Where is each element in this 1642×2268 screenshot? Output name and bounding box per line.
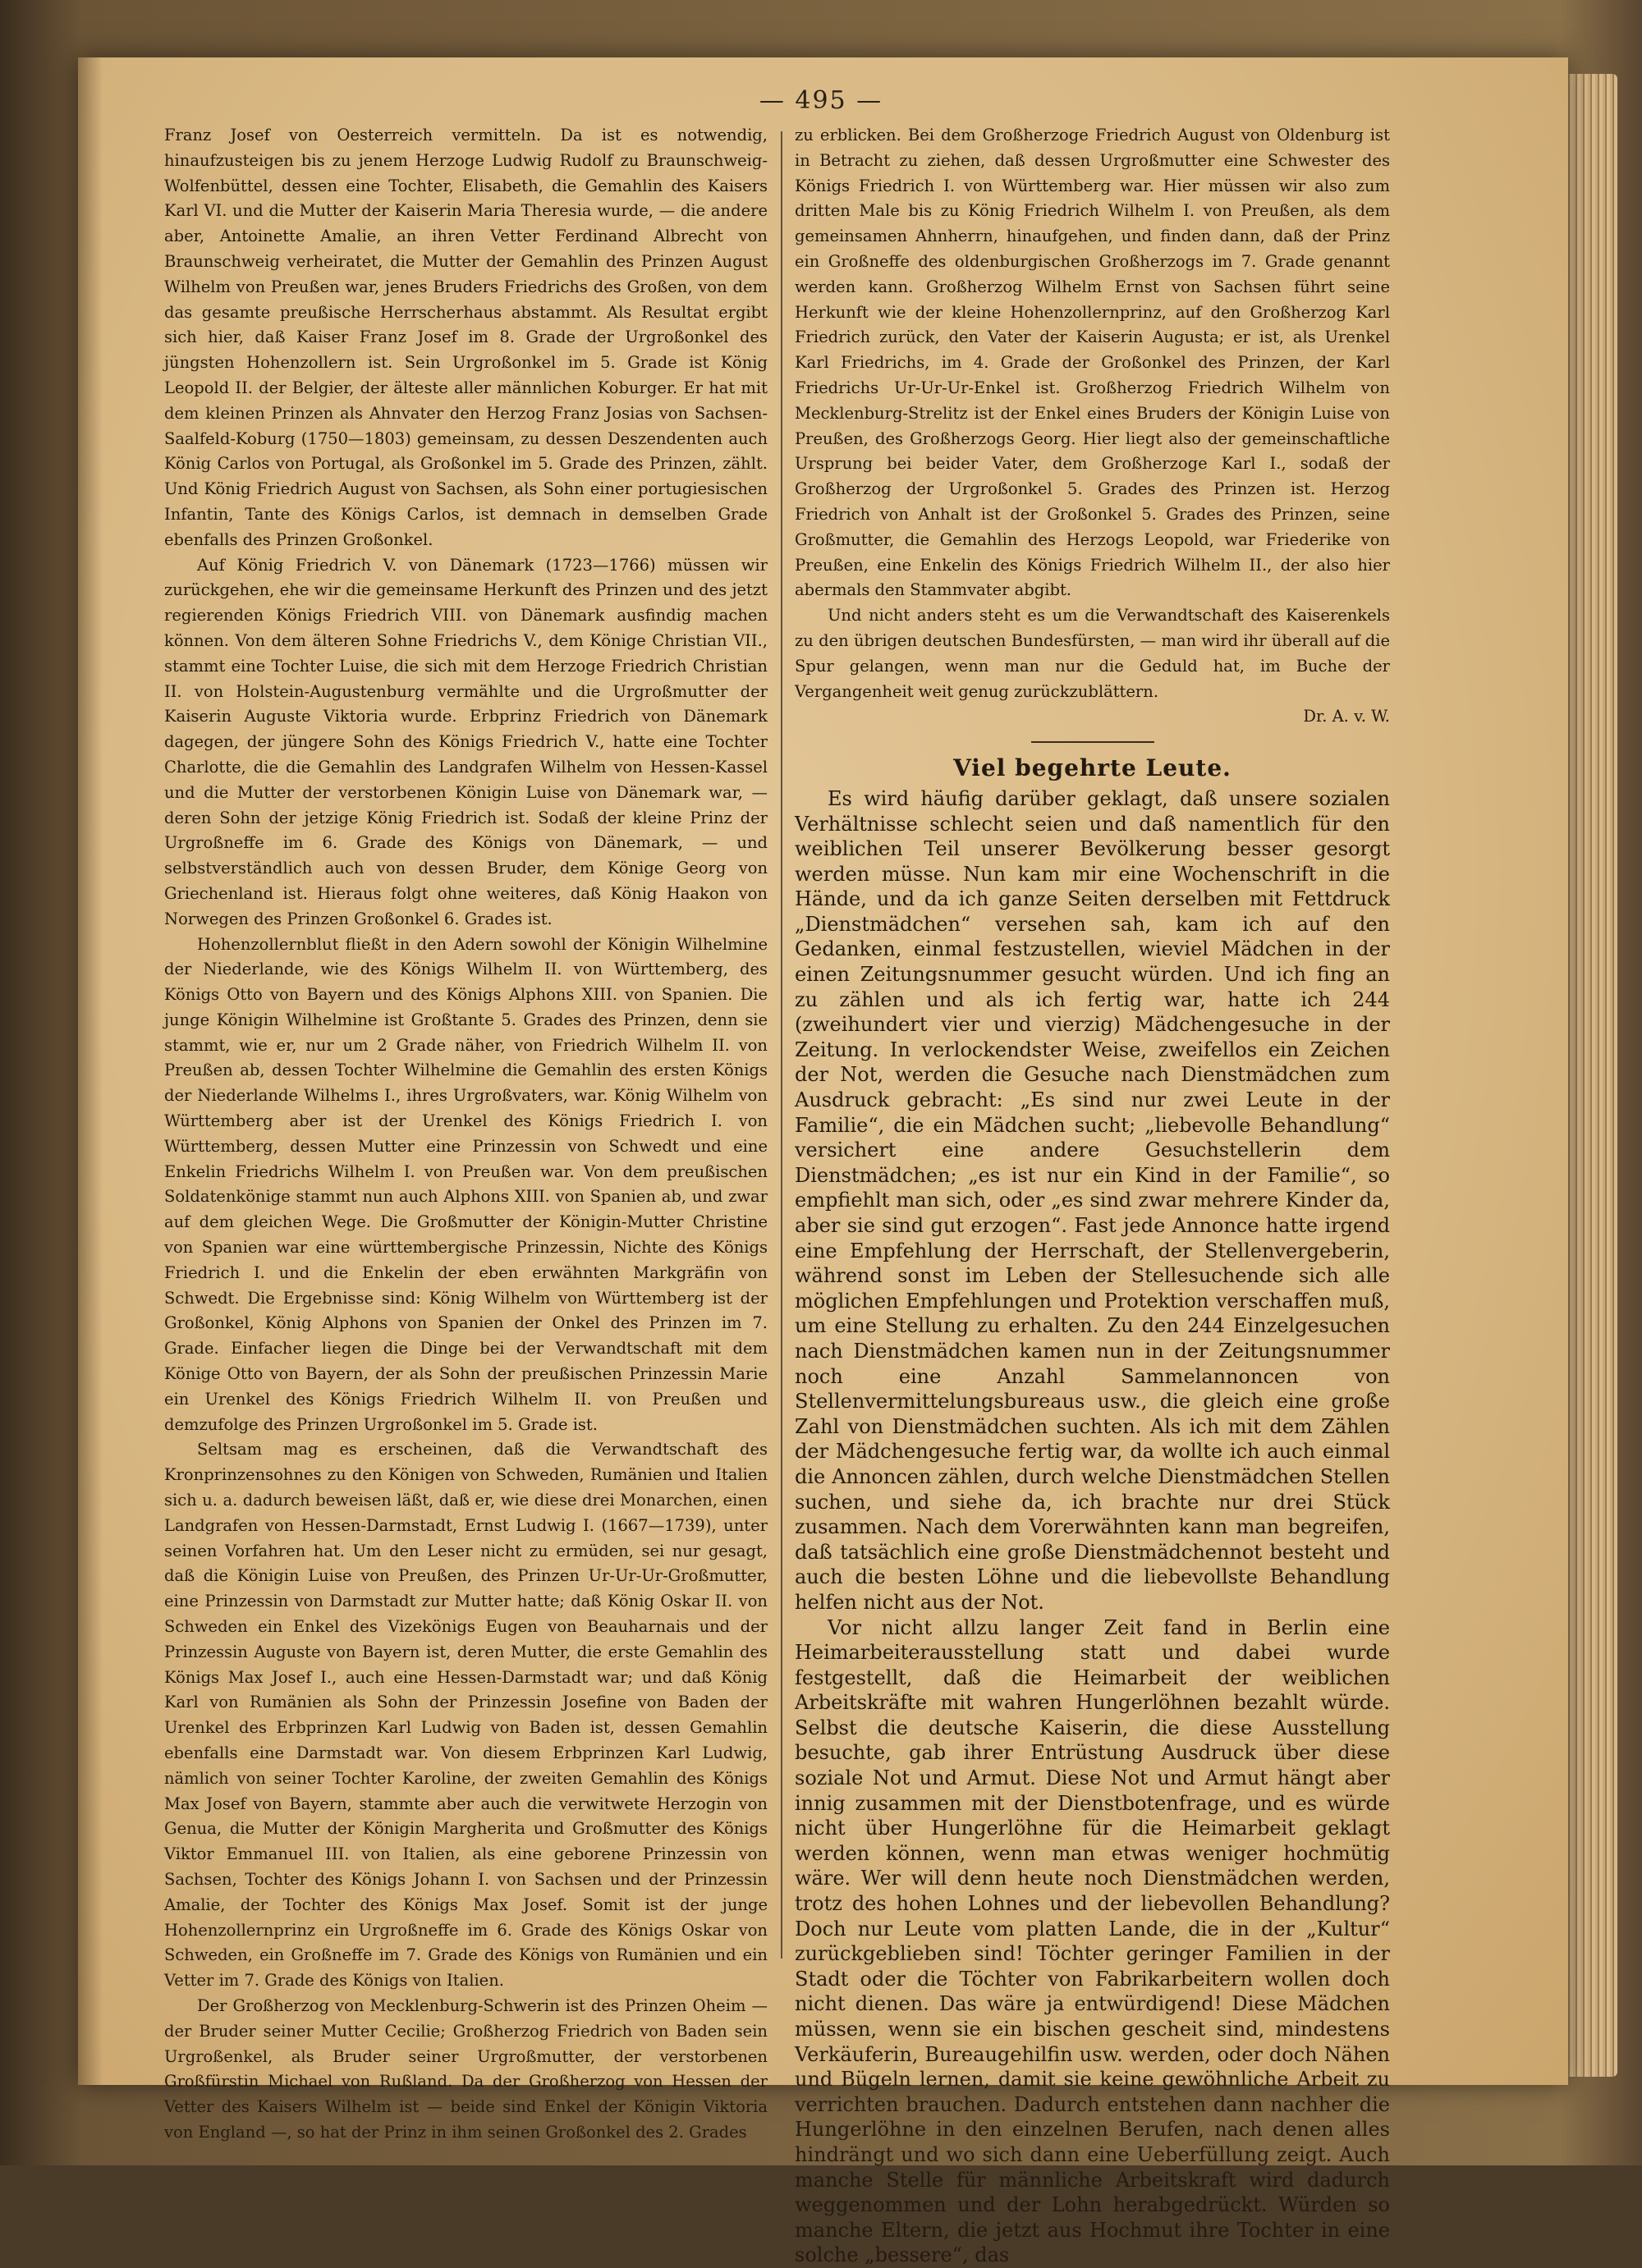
article-title: Viel begehrte Leute. [953, 754, 1232, 782]
page-number: — 495 — [759, 86, 883, 115]
right-column [795, 123, 1390, 2268]
article-body [795, 786, 1390, 2268]
column-divider [781, 131, 782, 1959]
paragraph: Seltsam mag es erscheinen, daß die Verwandtschaft des Kronprinzensohnes zu den Königen von Schweden, Rumänien und Italien sich u. a. dadurch beweisen läßt, daß er, wie diese drei Monarchen, einen Landgrafen von Hessen-Darmstadt, Ernst Ludwig I. (1667—1739), unter seinen Vorfahren hat. Um den Leser nicht zu ermüden, sei nur gesagt, daß die Königin Luise von Preußen, des Prinzen Ur-Ur-Ur-Großmutter, eine Prinzessin von Darmstadt zur Mutter hatte; daß König Oskar II. von Schweden ein Enkel des Vizekönigs Eugen von Beauharnais und der Prinzessin Auguste von Bayern ist, deren Mutter, die erste Gemahlin des Königs Max Josef I., auch eine Hessen-Darmstadt war; und daß König Karl von Rumänien als Sohn der Prinzessin Josefine von Baden der Urenkel des Erbprinzen Karl Ludwig von Baden ist, dessen Gemahlin ebenfalls eine Darmstadt war. Von diesem Erbprinzen Karl Ludwig, nämlich von seiner Tochter Karoline, der zweiten Gemahlin des Königs Max Josef von Bayern, stammte aber auch die verwitwete Herzogin von Genua, die Mutter der Königin Margherita und Großmutter des Königs Viktor Emmanuel III. von Italien, als eine geborene Prinzessin von Sachsen, Tochter des Königs Johann I. von Sachsen und der Prinzessin Amalie, der Tochter des Königs Max Josef. Somit ist der junge Hohenzollernprinz ein Urgroßneffe im 6. Grade des Königs Oskar von Schweden, ein Großneffe im 7. Grade des Königs von Rumänien und ein Vetter im 7. Grade des Königs von Italien. [164, 1440, 768, 1991]
paragraph: zu erblicken. Bei dem Großherzoge Friedrich August von Oldenburg ist in Betracht zu ziehen, daß dessen Urgroßmutter eine Schwester des Königs Friedrich I. von Württemberg war. Hier müssen wir also zum dritten Male bis zu König Friedrich Wilhelm I. von Preußen, als dem gemeinsamen Ahnherrn, hinaufgehen, und finden dann, daß der Prinz ein Großneffe des oldenburgischen Großherzogs im 7. Grade genannt werden kann. Großherzog Wilhelm Ernst von Sachsen führt seine Herkunft wie der kleine Hohenzollernprinz, auf den Großherzog Karl Friedrich zurück, den Vater der Kaiserin Augusta; er ist, als Urenkel Karl Friedrichs, im 4. Grade der Großonkel des Prinzen, der Karl Friedrichs Ur-Ur-Ur-Enkel ist. Großherzog Friedrich Wilhelm von Mecklenburg-Strelitz ist der Enkel eines Bruders der Königin Luise von Preußen, des Großherzogs Georg. Hier liegt also der gemeinschaftliche Ursprung bei beider Vater, dem Großherzoge Karl I., sodaß der Großherzog der Urgroßonkel 5. Grades des Prinzen ist. Herzog Friedrich von Anhalt ist der Großonkel 5. Grades des Prinzen, seine Großmutter, die Gemahlin des Herzogs Leopold, war Friederike von Preußen, eine Enkelin des Königs Friedrich Wilhelm II., der also hier abermals den Stammvater abgibt. [795, 126, 1390, 600]
paragraph: Hohenzollernblut fließt in den Adern sowohl der Königin Wilhelmine der Niederlande, wie des Königs Wilhelm II. von Württemberg, des Königs Otto von Bayern und des Königs Alphons XIII. von Spanien. Die junge Königin Wilhelmine ist Großtante 5. Grades des Prinzen, denn sie stammt, wie er, nur um 2 Grade näher, von Friedrich Wilhelm II. von Preußen ab, dessen Tochter Wilhelmine die Gemahlin des ersten Königs der Niederlande Wilhelms I., ihres Urgroßvaters, war. König Wilhelm von Württemberg aber ist der Urenkel des Königs Friedrich I. von Württemberg, dessen Mutter eine Prinzessin von Schwedt und eine Enkelin Friedrichs Wilhelm I. von Preußen war. Von dem preußischen Soldatenkönige stammt nun auch Alphons XIII. von Spanien ab, und zwar auf dem gleichen Wege. Die Großmutter der Königin-Mutter Christine von Spanien war eine württembergische Prinzessin, Nichte des Königs Friedrich I. und die Enkelin der eben erwähnten Markgräfin von Schwedt. Die Ergebnisse sind: König Wilhelm von Württemberg ist der Großonkel, König Alphons von Spanien der Onkel des Prinzen im 7. Grade. Einfacher liegen die Dinge bei der Verwandtschaft mit dem Könige Otto von Bayern, der als Sohn der preußischen Prinzessin Marie ein Urenkel des Königs Friedrich Wilhelm II. von Preußen und demzufolge des Prinzen Urgroßonkel im 5. Grade ist. [164, 934, 768, 1434]
paragraph: Auf König Friedrich V. von Dänemark (1723—1766) müssen wir zurückgehen, ehe wir die gemeinsame Herkunft des Prinzen und des jetzt regierenden Königs Friedrich VIII. von Dänemark ausfindig machen können. Von dem älteren Sohne Friedrichs V., dem Könige Christian VII., stammt eine Tochter Luise, die sich mit dem Herzoge Friedrich Christian II. von Holstein-Augustenburg vermählte und die Urgroßmutter der Kaiserin Auguste Viktoria wurde. Erbprinz Friedrich von Dänemark dagegen, der jüngere Sohn des Königs Friedrich V., hatte eine Tochter Charlotte, die die Gemahlin des Landgrafen Wilhelm von Hessen-Kassel und die Mutter der verstorbenen Königin Luise von Dänemark war, — deren Sohn der jetzige König Friedrich ist. Sodaß der kleine Prinz der Urgroßneffe im 6. Grade des Königs von Dänemark, — und selbstverständlich auch von dessen Bruder, dem Könige Georg von Griechenland ist. Hieraus folgt ohne weiteres, daß König Haakon von Norwegen des Prinzen Großonkel 6. Grades ist. [164, 555, 768, 928]
paragraph: Es wird häufig darüber geklagt, daß unsere sozialen Verhältnisse schlecht seien und daß namentlich für den weiblichen Teil unserer Bevölkerung besser gesorgt werden müsse. Nun kam mir eine Wochenschrift in die Hände, und da ich ganze Seiten derselben mit Fettdruck „Dienstmädchen“ versehen sah, kam ich auf den Gedanken, einmal festzustellen, wieviel Mädchen in der einen Zeitungsnummer gesucht würden. Und ich fing an zu zählen und als ich fertig war, hatte ich 244 (zweihundert vier und vierzig) Mädchengesuche in der Zeitung. In verlockendster Weise, zweifellos ein Zeichen der Not, werden die Gesuche nach Dienstmädchen zum Ausdruck gebracht: „Es sind nur zwei Leute in der Familie“, die ein Mädchen sucht; „liebevolle Behandlung“ versichert eine andere Gesuchstellerin dem Dienstmädchen; „es ist nur ein Kind in der Familie“, so empfiehlt man sich, oder „es sind zwar mehrere Kinder da, aber sie sind gut erzogen“. Fast jede Annonce hatte irgend eine Empfehlung der Herrschaft, der Stellenvergeberin, während sonst im Leben der Stellesuchende sich alle möglichen Empfehlungen und Protektion verschaffen muß, um eine Stellung zu erhalten. Zu den 244 Einzelgesuchen nach Dienstmädchen kamen nun in der Zeitungsnummer noch eine Anzahl Sammelannoncen von Stellenvermittelungsbureaus usw., die gleich eine große Zahl von Dienstmädchen suchten. Als ich mit dem Zählen der Mädchengesuche fertig war, da wollte ich auch einmal die Annoncen zählen, durch welche Dienstmädchen Stellen suchen, und siehe da, ich brachte nur drei Stück zusammen. Nach dem Vorerwähnten kann man begreifen, daß tatsächlich eine große Dienstmädchennot besteht und auch die besten Löhne und die liebevollste Behandlung helfen nicht aus der Not. [795, 786, 1390, 1614]
author-signature: Dr. A. v. W. [1303, 707, 1390, 726]
gutter-shadow [78, 57, 103, 2085]
left-column [164, 123, 768, 2146]
paragraph: Vor nicht allzu langer Zeit fand in Berlin eine Heimarbeiterausstellung statt und dabei wurde festgestellt, daß die Heimarbeit der weiblichen Arbeitskräfte mit wahren Hungerlöhnen bezahlt würde. Selbst die deutsche Kaiserin, die diese Ausstellung besuchte, gab ihrer Entrüstung Ausdruck über diese soziale Not und Armut. Diese Not und Armut hängt aber innig zusammen mit der Dienstbotenfrage, und es würde nicht über Hungerlöhne für die Heimarbeit geklagt werden können, wenn man etwas weniger hochmütig wäre. Wer will denn heute noch Dienstmädchen werden, trotz des hohen Lohnes und der liebevollen Behandlung? Doch nur Leute vom platten Lande, die in der „Kultur“ zurückgeblieben sind! Töchter geringer Familien in der Stadt oder die Töchter von Fabrikarbeitern wollen doch nicht dienen. Das wäre ja entwürdigend! Diese Mädchen müssen, wenn sie ein bischen gescheit sind, mindestens Verkäuferin, Bureaugehilfin usw. werden, oder doch Nähen und Bügeln lernen, damit sie keine gewöhnliche Arbeit zu verrichten brauchen. Dadurch entstehen dann nachher die Hungerlöhne in den einzelnen Berufen, nach denen alles hindrängt und wo sich dann eine Ueberfüllung zeigt. Auch manche Stelle für männliche Arbeitskraft wird dadurch weggenommen und der Lohn herabgedrückt. Würden so manche Eltern, die jetzt aus Hochmut ihre Tochter in eine solche „bessere“, das [795, 1615, 1390, 2267]
paragraph: Und nicht anders steht es um die Verwandtschaft des Kaiserenkels zu den übrigen deutschen Bundesfürsten, — man wird ihr überall auf die Spur gelangen, wenn man nur die Geduld hat, im Buche der Vergangenheit weit genug zurückzublättern. [795, 606, 1390, 701]
paragraph: Der Großherzog von Mecklenburg-Schwerin ist des Prinzen Oheim — der Bruder seiner Mutter Cecilie; Großherzog Friedrich von Baden sein Urgroßenkel, als Bruder seiner Urgroßmutter, der verstorbenen Großfürstin Michael von Rußland. Da der Großherzog von Hessen der Vetter des Kaisers Wilhelm ist — beide sind Enkel der Königin Viktoria von England —, so hat der Prinz in ihm seinen Großonkel des 2. Grades [164, 1995, 768, 2142]
article-divider [1031, 741, 1154, 743]
paragraph: Franz Josef von Oesterreich vermitteln. Da ist es notwendig, hinaufzusteigen bis zu jenem Herzoge Ludwig Rudolf zu Braunschweig-Wolfenbüttel, dessen eine Tochter, Elisabeth, die Gemahlin des Kaisers Karl VI. und die Mutter der Kaiserin Maria Theresia wurde, — die andere aber, Antoinette Amalie, an ihren Vetter Ferdinand Albrecht von Braunschweig verheiratet, die Mutter der Gemahlin des Prinzen August Wilhelm von Preußen war, jenes Bruders Friedrichs des Großen, von dem das gesamte preußische Herrscherhaus abstammt. Als Resultat ergibt sich hier, daß Kaiser Franz Josef im 8. Grade der Urgroßonkel des jüngsten Hohenzollern ist. Sein Urgroßonkel im 5. Grade ist König Leopold II. der Belgier, der älteste aller männlichen Koburger. Er hat mit dem kleinen Prinzen als Ahnvater den Herzog Franz Josias von Sachsen-Saalfeld-Koburg (1750—1803) gemeinsam, zu dessen Deszendenten auch König Carlos von Portugal, als Großonkel im 5. Grade des Prinzen, zählt. Und König Friedrich August von Sachsen, als Sohn einer portugiesischen Infantin, Tante des Königs Carlos, ist demnach in demselben Grade ebenfalls des Prinzen Großonkel. [164, 126, 768, 549]
